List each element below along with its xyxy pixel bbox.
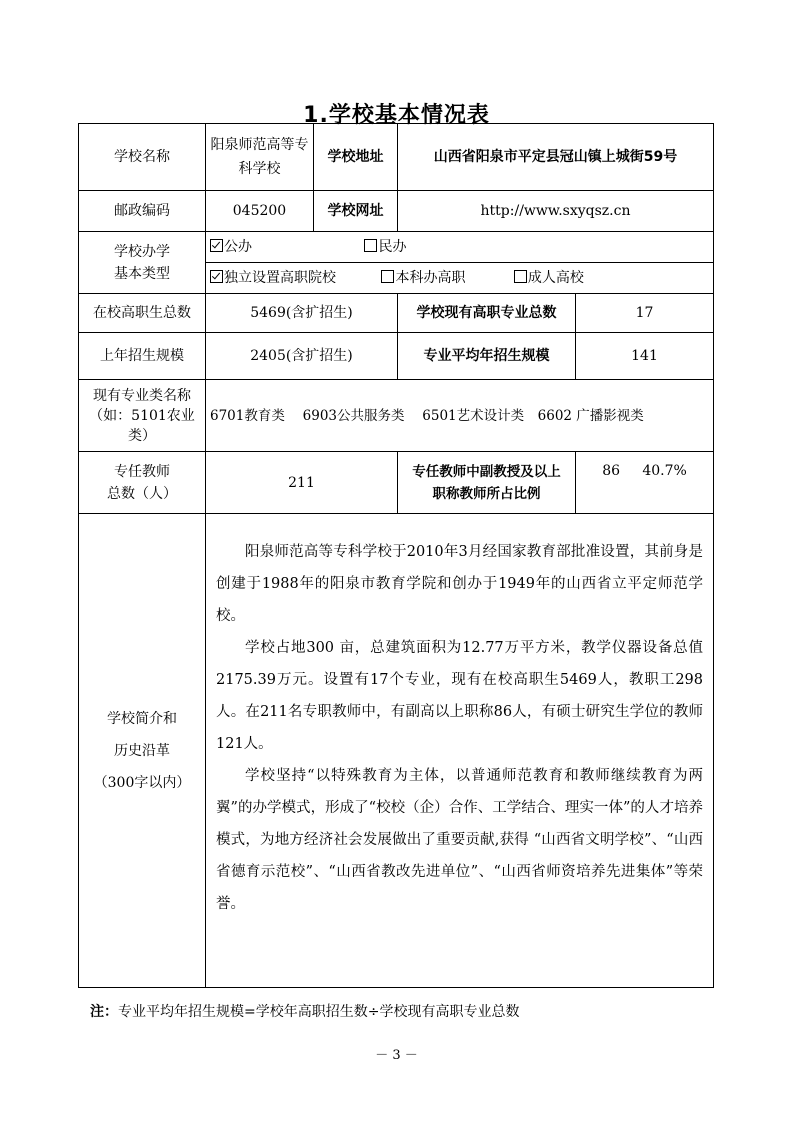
categories-label-line3: 类） — [128, 427, 156, 444]
intro-content — [206, 514, 714, 988]
teachers-label-line2: 总数（人） — [107, 485, 177, 502]
intro-paragraph-3: 学校坚持“以特殊教育为主体，以普通师范教育和教师继续教育为两翼”的办学模式，形成了“校校（企）合作、工学结合、理实一体”的人才培养模式，为地方经济社会发展做出了重要贡献,获得 “山西省文明学校”、“山西省德育示范校”、“山西省教改先进单位”、“山西省师资培养先进集体”等荣誉。 — [216, 768, 704, 912]
school-type-row1 — [206, 232, 714, 263]
senior-ratio: 40.7% — [642, 463, 687, 479]
intro-paragraph-1: 阳泉师范高等专科学校于2010年3月经国家教育部批准设置，其前身是创建于1988年的阳泉市教育学院和创办于1949年的山西省立平定师范学校。 — [216, 544, 704, 624]
school-name-value: 阳泉师范高等专科学校 — [206, 124, 314, 191]
categories-value: 6701教育类 6903公共服务类 6501艺术设计类 6602 广播影视类 — [206, 380, 714, 452]
public-option-label: 公办 — [224, 239, 252, 255]
school-name-label: 学校名称 — [79, 124, 206, 191]
school-type-row2 — [206, 263, 714, 294]
senior-value — [576, 452, 714, 514]
postcode-value: 045200 — [206, 191, 314, 232]
majors-label: 学校现有高职专业总数 — [398, 294, 576, 333]
table-row — [79, 191, 714, 232]
teachers-value: 211 — [206, 452, 398, 514]
independent-option-label: 独立设置高职院校 — [224, 270, 336, 286]
checked-box-icon — [210, 239, 223, 252]
senior-label — [398, 452, 576, 514]
private-option-label: 民办 — [378, 239, 407, 255]
checked-box-icon — [210, 270, 223, 283]
enroll-label: 上年招生规模 — [79, 333, 206, 380]
website-label: 学校网址 — [314, 191, 398, 232]
avg-enroll-label: 专业平均年招生规模 — [398, 333, 576, 380]
undergrad-option-label: 本科办高职 — [395, 270, 466, 286]
private-option[interactable] — [364, 236, 406, 258]
categories-label-line1: 现有专业类名称 — [93, 387, 191, 404]
footnote-text: 专业平均年招生规模=学校年高职招生数÷学校现有高职专业总数 — [118, 1004, 520, 1020]
table-row — [79, 333, 714, 380]
intro-label-line1: 学校简介和 — [107, 710, 177, 727]
public-option[interactable] — [210, 236, 360, 258]
unchecked-box-icon — [514, 270, 527, 283]
students-label: 在校高职生总数 — [79, 294, 206, 333]
undergrad-option[interactable] — [381, 267, 509, 289]
intro-label-line2: 历史沿革 — [114, 742, 170, 759]
school-address-value: 山西省阳泉市平定县冠山镇上城街59号 — [398, 124, 714, 191]
table-row — [79, 514, 714, 988]
categories-label-line2: （如：5101农业 — [89, 407, 195, 424]
page-title: 1.学校基本情况表 — [303, 103, 490, 128]
table-row — [79, 452, 714, 514]
adult-option-label: 成人高校 — [527, 270, 584, 286]
intro-label-line3: （300字以内） — [93, 774, 191, 791]
teachers-label — [79, 452, 206, 514]
enroll-value: 2405(含扩招生) — [206, 333, 398, 380]
table-row — [79, 294, 714, 333]
intro-label — [79, 514, 206, 988]
senior-label-line1: 专任教师中副教授及以上 — [412, 463, 561, 480]
footnote-label: 注： — [90, 1004, 118, 1020]
school-address-label: 学校地址 — [314, 124, 398, 191]
adult-option[interactable] — [514, 267, 584, 289]
senior-label-line2: 职称教师所占比例 — [432, 485, 541, 502]
unchecked-box-icon — [364, 239, 377, 252]
unchecked-box-icon — [381, 270, 394, 283]
table-row — [79, 380, 714, 452]
footnote — [90, 1001, 519, 1021]
school-info-table — [78, 123, 714, 988]
categories-label — [79, 380, 206, 452]
website-value: http://www.sxyqsz.cn — [398, 191, 714, 232]
table-row — [79, 232, 714, 263]
school-type-label-line1: 学校办学 — [114, 243, 170, 260]
school-type-label — [79, 232, 206, 294]
teachers-label-line1: 专任教师 — [114, 463, 170, 480]
senior-count: 86 — [602, 463, 621, 479]
intro-paragraph-2: 学校占地300 亩，总建筑面积为12.77万平方米，教学仪器设备总值2175.39万元。设置有17个专业，现有在校高职生5469人，教职工298人。在211名专职教师中，有副高以上职称86人，有硕士研究生学位的教师121人。 — [216, 640, 704, 752]
page-number: － 3 － — [375, 1048, 418, 1063]
table-row — [79, 124, 714, 191]
students-value: 5469(含扩招生) — [206, 294, 398, 333]
postcode-label: 邮政编码 — [79, 191, 206, 232]
avg-enroll-value: 141 — [576, 333, 714, 380]
school-type-label-line2: 基本类型 — [114, 265, 170, 282]
majors-value: 17 — [576, 294, 714, 333]
independent-option[interactable] — [210, 267, 377, 289]
